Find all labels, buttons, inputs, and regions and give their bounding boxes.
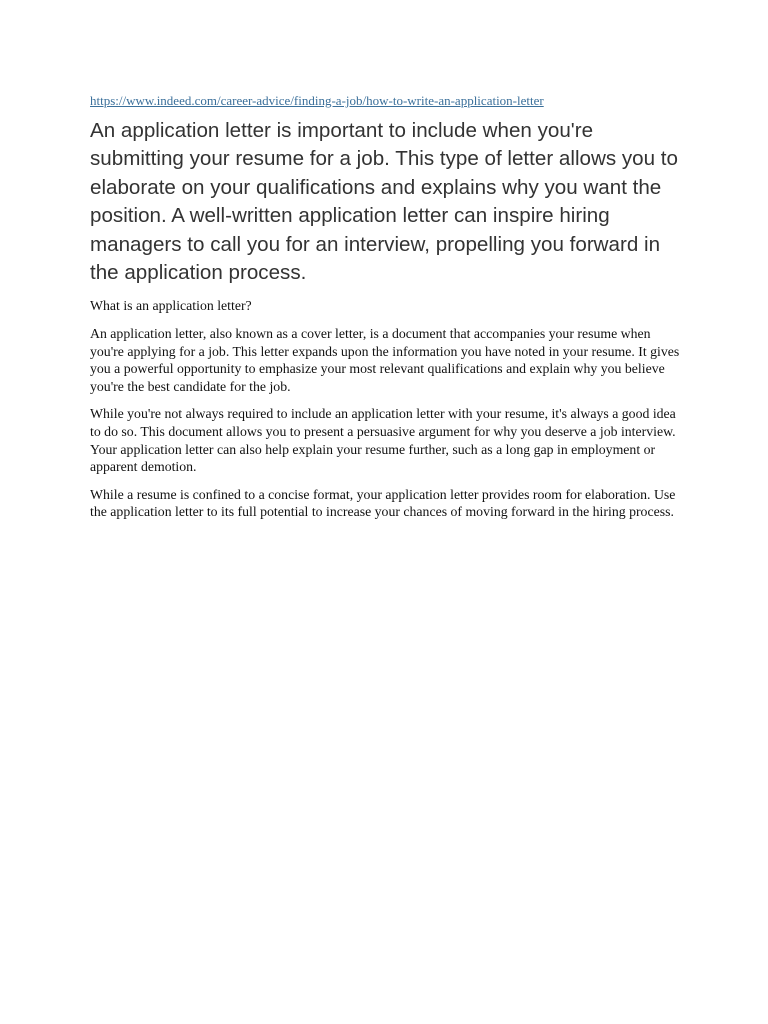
body-paragraph-3: While a resume is confined to a concise format, your application letter provides room for elaboration. Use the application letter to its full potential to increase your chances of moving forward in the hiring process. bbox=[90, 486, 676, 520]
section-heading: What is an application letter? bbox=[90, 298, 252, 314]
source-link[interactable]: https://www.indeed.com/career-advice/finding-a-job/how-to-write-an-application-letter bbox=[90, 93, 544, 108]
body-paragraph-2: While you're not always required to include an application letter with your resume, it's always a good idea to do so. This document allows you to present a persuasive argument for why you deserve a job interview. Your application letter can also help explain your resume further, such as a long gap in employment or apparent demotion. bbox=[90, 406, 676, 475]
document-page bbox=[90, 92, 682, 521]
body-paragraph-1: An application letter, also known as a cover letter, is a document that accompanies your resume when you're applying for a job. This letter expands upon the information you have noted in your resume. It gives you a powerful opportunity to emphasize your most relevant qualifications and explain why you believe you're the best candidate for the job. bbox=[90, 325, 680, 394]
intro-paragraph: An application letter is important to include when you're submitting your resume for a job. This type of letter allows you to elaborate on your qualifications and explains why you want the position. A well-written application letter can inspire hiring managers to call you for an interview, propelling you forward in the application process. bbox=[90, 119, 678, 285]
